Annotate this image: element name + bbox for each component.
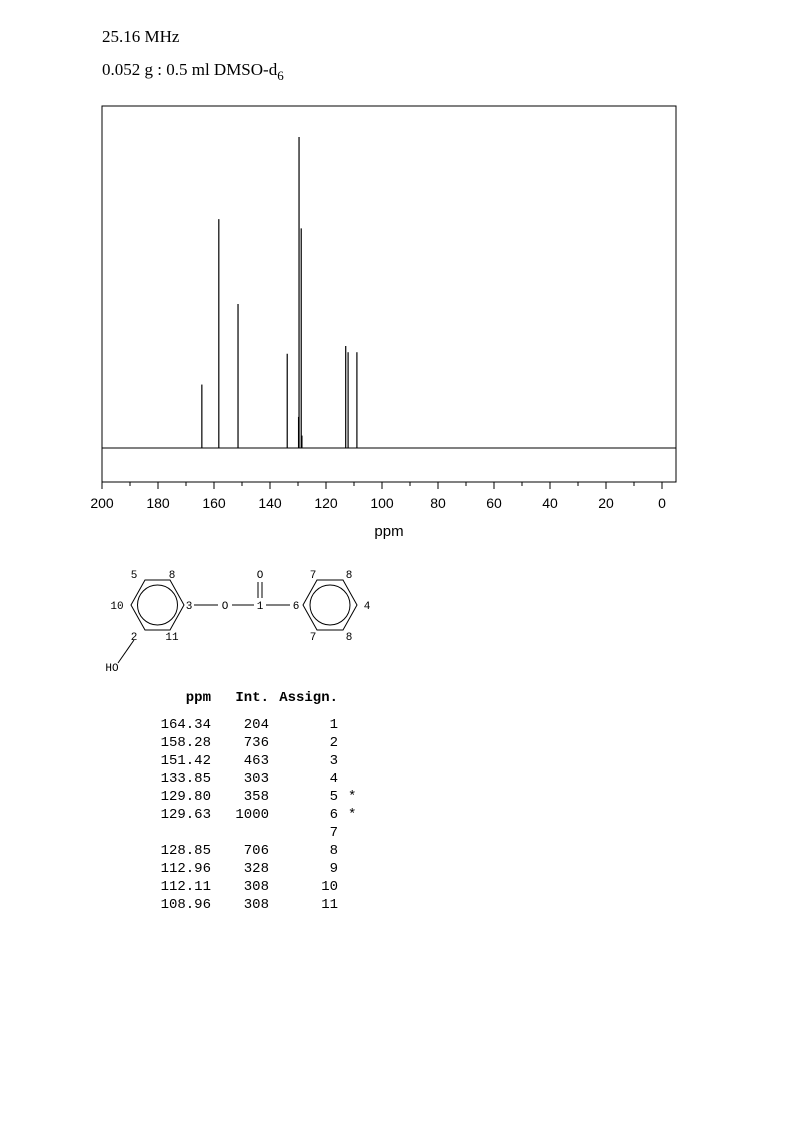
x-tick-label: 20 — [598, 495, 614, 511]
sample-main-text: 0.052 g : 0.5 ml DMSO-d — [102, 60, 278, 79]
cell-ppm: 129.63 — [160, 807, 211, 823]
cell-mark — [338, 752, 372, 770]
x-tick-label: 180 — [146, 495, 170, 511]
x-tick-label: 140 — [258, 495, 282, 511]
cell-assign: 8 — [329, 843, 338, 859]
cell-int: 308 — [243, 897, 269, 913]
x-tick-label: 200 — [90, 495, 114, 511]
spectrometer-frequency: 25.16 MHz — [102, 27, 180, 46]
x-axis-label: ppm — [374, 523, 404, 540]
cell-assign: 1 — [329, 717, 338, 733]
cell-int — [211, 824, 269, 842]
atom-label: 6 — [292, 601, 300, 613]
structure-bonds — [118, 580, 357, 663]
cell-mark — [338, 878, 372, 896]
cell-int: 358 — [243, 789, 269, 805]
header-ppm: ppm — [185, 690, 211, 706]
atom-label: 8 — [345, 632, 353, 644]
atom-label: 7 — [309, 570, 317, 582]
table-row — [148, 896, 372, 914]
x-tick-label: 40 — [542, 495, 558, 511]
structure-atom-labels — [105, 570, 370, 675]
cell-ppm — [148, 824, 211, 842]
table-row — [148, 788, 372, 806]
table-row — [148, 842, 372, 860]
header-int: Int. — [235, 690, 269, 706]
cell-ppm: 158.28 — [160, 735, 211, 751]
cell-ppm: 129.80 — [160, 789, 211, 805]
cell-mark — [338, 770, 372, 788]
atom-label: 10 — [110, 601, 124, 613]
cell-int: 1000 — [235, 807, 269, 823]
peak-table — [148, 690, 372, 914]
x-tick-label: 0 — [658, 495, 666, 511]
cell-assign: 9 — [329, 861, 338, 877]
atom-label: 7 — [309, 632, 317, 644]
atom-label: 3 — [185, 601, 193, 613]
atom-label: 4 — [363, 601, 371, 613]
cell-assign: 4 — [329, 771, 338, 787]
sample-subscript: 6 — [277, 68, 284, 83]
cell-int: 736 — [243, 735, 269, 751]
cell-mark: * — [348, 789, 357, 805]
table-row — [148, 878, 372, 896]
cell-assign: 11 — [321, 897, 338, 913]
cell-ppm: 133.85 — [160, 771, 211, 787]
atom-label: 11 — [165, 632, 179, 644]
table-row — [148, 734, 372, 752]
cell-ppm: 112.96 — [160, 861, 211, 877]
table-row — [148, 770, 372, 788]
header-spacer — [338, 690, 372, 716]
cell-ppm: 164.34 — [160, 717, 211, 733]
cell-int: 303 — [243, 771, 269, 787]
cell-int: 308 — [243, 879, 269, 895]
x-tick-label: 80 — [430, 495, 446, 511]
x-tick-label: 100 — [370, 495, 394, 511]
cell-mark — [338, 716, 372, 734]
cell-mark — [338, 896, 372, 914]
atom-label: 5 — [130, 570, 138, 582]
cell-ppm: 112.11 — [160, 879, 211, 895]
table-row — [148, 806, 372, 824]
cell-assign: 7 — [329, 825, 338, 841]
cell-int: 328 — [243, 861, 269, 877]
table-row — [148, 860, 372, 878]
atom-label: 2 — [130, 632, 138, 644]
table-row — [148, 716, 372, 734]
cell-mark — [338, 734, 372, 752]
cell-mark: * — [348, 807, 357, 823]
cell-ppm: 108.96 — [160, 897, 211, 913]
cell-assign: 5 — [329, 789, 338, 805]
x-tick-label: 120 — [314, 495, 338, 511]
header-assign: Assign. — [279, 690, 338, 706]
cell-assign: 3 — [329, 753, 338, 769]
peak-table-header — [148, 690, 372, 716]
table-row — [148, 752, 372, 770]
atom-label: 8 — [345, 570, 353, 582]
cell-ppm: 128.85 — [160, 843, 211, 859]
atom-label: HO — [105, 663, 119, 675]
atom-label: 1 — [256, 601, 264, 613]
x-tick-label: 160 — [202, 495, 226, 511]
cell-ppm: 151.42 — [160, 753, 211, 769]
table-row — [148, 824, 372, 842]
cell-assign: 2 — [329, 735, 338, 751]
cell-mark — [338, 824, 372, 842]
cell-assign: 10 — [321, 879, 338, 895]
atom-label: O — [221, 601, 229, 613]
cell-int: 204 — [243, 717, 269, 733]
cell-mark — [338, 842, 372, 860]
cell-assign: 6 — [329, 807, 338, 823]
x-tick-label: 60 — [486, 495, 502, 511]
cell-int: 463 — [243, 753, 269, 769]
atom-label: 8 — [168, 570, 176, 582]
cell-mark — [338, 860, 372, 878]
cell-int: 706 — [243, 843, 269, 859]
atom-label: O — [256, 570, 264, 582]
